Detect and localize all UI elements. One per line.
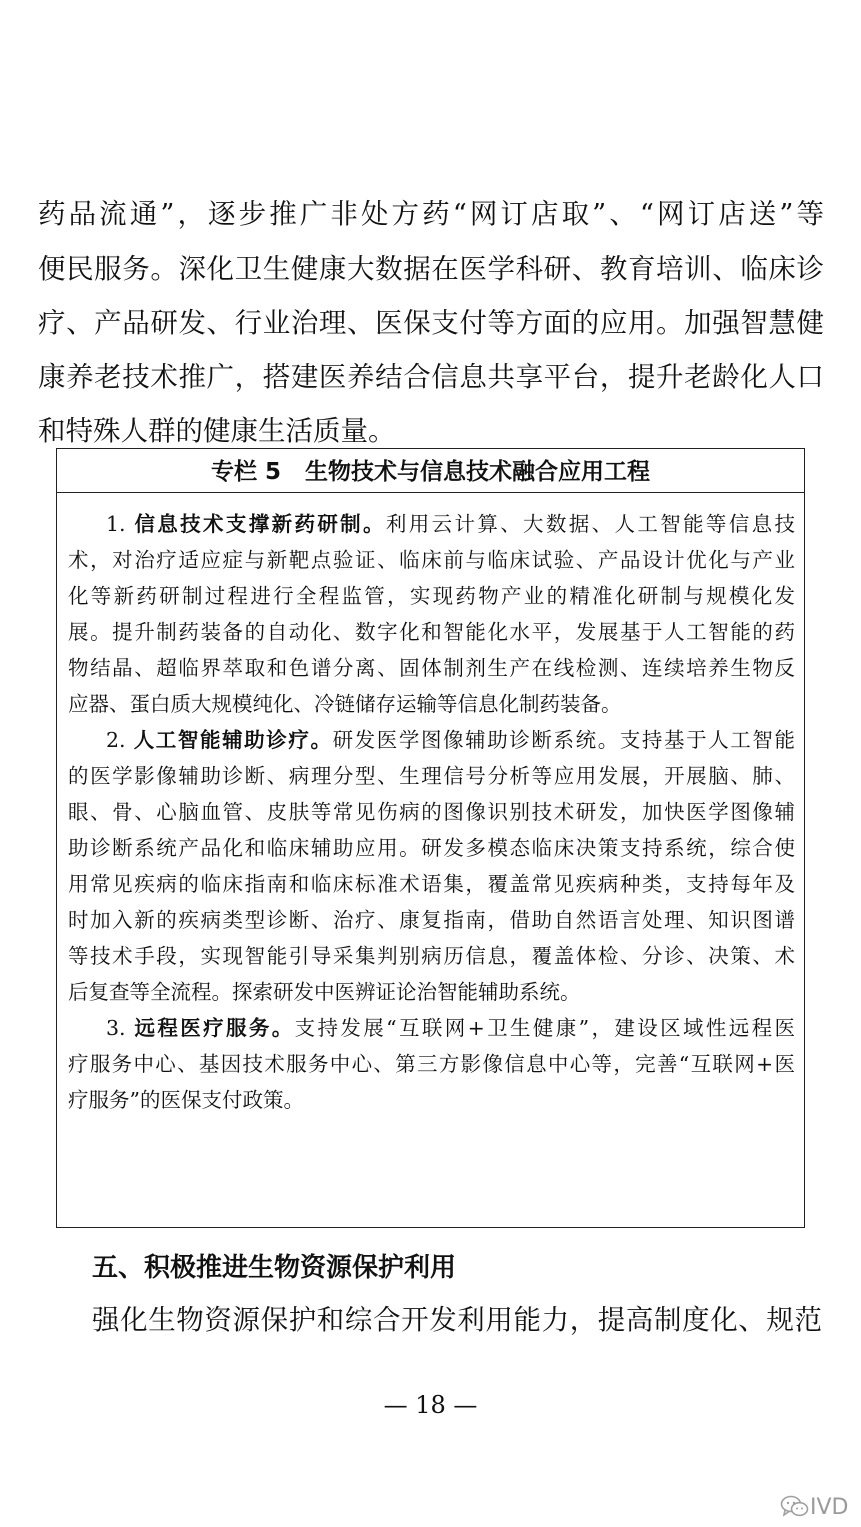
column-title: 专栏 5 生物技术与信息技术融合应用工程: [57, 449, 804, 493]
item-2-line: 的医学影像辅助诊断、病理分型、生理信号分析等应用发展，开展脑、肺、: [68, 764, 795, 788]
item-1-line: 展。提升制药装备的自动化、数字化和智能化水平，发展基于人工智能的药: [68, 620, 795, 644]
item-1-first-line: [106, 507, 795, 541]
item-1-line: 物结晶、超临界萃取和色谱分离、固体制剂生产在线检测、连续培养生物反: [68, 656, 795, 680]
item-1-first-text: 利用云计算、大数据、人工智能等信息技: [385, 512, 796, 536]
item-1-number: 1.: [106, 512, 126, 536]
intro-line-3: 疗、产品研发、行业治理、医保支付等方面的应用。加强智慧健: [38, 307, 824, 339]
item-1-line: 应器、蛋白质大规模纯化、冷链储存运输等信息化制药装备。: [68, 692, 622, 716]
item-2-number: 2.: [106, 728, 126, 752]
watermark: [780, 1493, 861, 1523]
intro-line-5: 和特殊人群的健康生活质量。: [38, 415, 396, 447]
item-3-line: 疗服务中心、基因技术服务中心、第三方影像信息中心等，完善“互联网+医: [68, 1052, 795, 1076]
item-3-first-line: [106, 1011, 795, 1045]
watermark-text: IVD: [810, 1495, 849, 1520]
section-body-line: 强化生物资源保护和综合开发利用能力，提高制度化、规范: [92, 1304, 822, 1336]
page-number: — 18 —: [383, 1391, 478, 1419]
item-3-first-text: 支持发展“互联网+卫生健康”，建设区域性远程医: [294, 1016, 796, 1040]
item-3-number: 3.: [106, 1016, 126, 1040]
item-3-line: 疗服务”的医保支付政策。: [68, 1088, 304, 1112]
item-2-heading: 人工智能辅助诊疗。: [133, 728, 333, 752]
item-2-line: 助诊断系统产品化和临床辅助应用。研发多模态临床决策支持系统，综合使: [68, 836, 795, 860]
intro-line-2: 便民服务。深化卫生健康大数据在医学科研、教育培训、临床诊: [38, 253, 824, 285]
item-2-line: 时加入新的疾病类型诊断、治疗、康复指南，借助自然语言处理、知识图谱: [68, 908, 795, 932]
item-2-line: 后复查等全流程。探索研发中医辨证论治智能辅助系统。: [68, 980, 581, 1004]
column-box: [56, 448, 805, 1228]
item-2-first-line: [106, 723, 795, 757]
item-2-line: 用常见疾病的临床指南和临床标准术语集，覆盖常见疾病种类，支持每年及: [68, 872, 795, 896]
item-1-line: 术，对治疗适应症与新靶点验证、临床前与临床试验、产品设计优化与产业: [68, 548, 795, 572]
item-2-line: 眼、骨、心脑血管、皮肤等常见伤病的图像识别技术研发，加快医学图像辅: [68, 800, 795, 824]
intro-line-4: 康养老技术推广，搭建医养结合信息共享平台，提升老龄化人口: [38, 361, 824, 393]
section-heading: 五、积极推进生物资源保护利用: [92, 1253, 457, 1283]
item-1-heading: 信息技术支撑新药研制。: [134, 512, 386, 536]
wechat-icon: [780, 1494, 810, 1520]
intro-line-1: 药品流通”，逐步推广非处方药“网订店取”、“网订店送”等: [38, 198, 824, 230]
item-3-heading: 远程医疗服务。: [134, 1016, 295, 1040]
item-2-first-text: 研发医学图像辅助诊断系统。支持基于人工智能: [332, 728, 795, 752]
item-1-line: 化等新药研制过程进行全程监管，实现药物产业的精准化研制与规模化发: [68, 584, 795, 608]
item-2-line: 等技术手段，实现智能引导采集判别病历信息，覆盖体检、分诊、决策、术: [68, 944, 795, 968]
